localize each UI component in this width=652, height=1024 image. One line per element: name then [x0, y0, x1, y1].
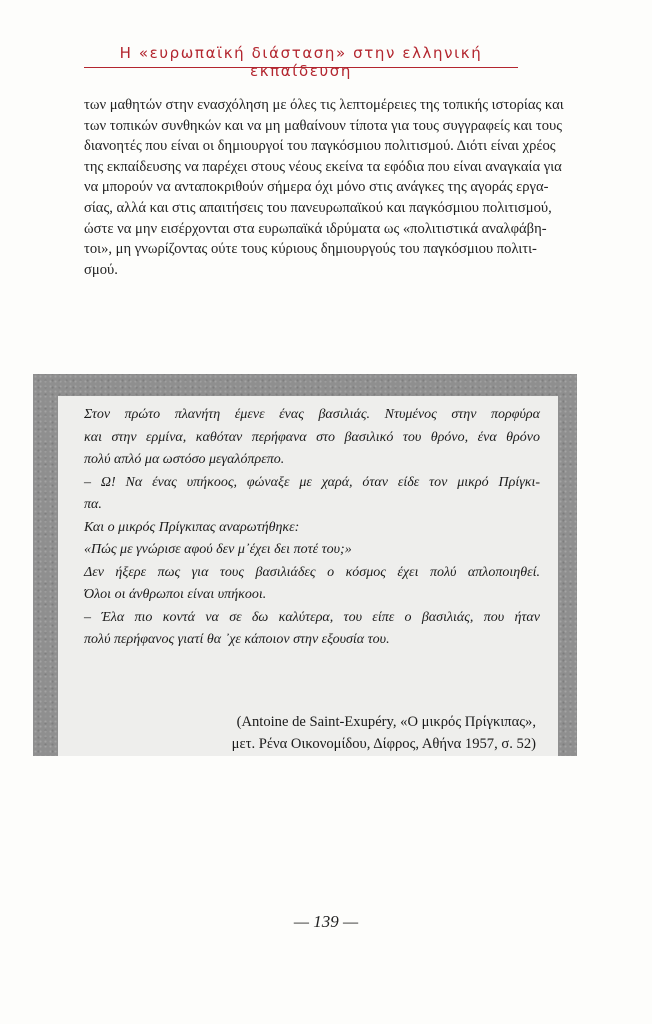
page-number: — 139 — [293, 912, 359, 931]
quote-line: πολύ περήφανος γιατί θα ᾽χε κάποιον στην εξουσία του. [84, 632, 390, 647]
body-line: να μπορούν να ανταποκριθούν σήμερα όχι μόνο στις ανάγκες της αγοράς εργα- [84, 179, 549, 196]
body-line: της εκπαίδευσης να παρέχει στους νέους εκείνα τα εφόδια που είναι αναγκαία για [84, 158, 562, 175]
quote-line: Στον πρώτο πλανήτη έμενε ένας βασιλιάς. Ντυμένος στην πορφύρα [84, 407, 540, 422]
body-line: σίας, αλλά και στις απαιτήσεις του πανευρωπαϊκού και παγκόσμιου πολιτισμού, [84, 199, 552, 216]
quote-line: και στην ερμίνα, καθόταν περήφανα στο βασιλικό του θρόνο, ένα θρόνο [84, 429, 540, 445]
quote-line: Και ο μικρός Πρίγκιπας αναρωτήθηκε: [84, 519, 300, 535]
quote-line: «Πώς με γνώρισε αφού δεν μ᾽έχει δει ποτέ του;» [84, 542, 352, 557]
quote-excerpt [84, 404, 540, 652]
running-head-title: Η «ευρωπαϊκή διάσταση» στην ελληνική εκπαίδευση [119, 44, 483, 80]
body-line: τοι», μη γνωρίζοντας ούτε τους κύριους δημιουργούς του παγκόσμιου πολιτι- [84, 241, 537, 258]
quote-line: πολύ απλό μα ωστόσο μεγαλόπρεπο. [84, 452, 285, 467]
quote-citation [84, 711, 536, 755]
citation-line: μετ. Ρένα Οικονομίδου, Δίφρος, Αθήνα 1957, σ. 52) [231, 736, 536, 752]
body-line: των τοπικών συνθηκών και να μη μαθαίνουν τίποτα για τους συγγραφείς και τους [84, 117, 563, 134]
quote-line: Δεν ήξερε πως για τους βασιλιάδες ο κόσμος έχει πολύ απλοποιηθεί. [84, 564, 540, 580]
quote-line: πα. [84, 497, 102, 512]
body-line: των μαθητών στην ενασχόληση με όλες τις λεπτομέρειες της τοπικής ιστορίας και [84, 97, 564, 113]
citation-line: (Antoine de Saint-Exupéry, «Ο μικρός Πρίγκιπας», [236, 714, 536, 730]
body-line: διανοητές που είναι οι δημιουργοί του παγκόσμιου πολιτισμού. Διότι είναι χρέος [84, 138, 556, 155]
quote-line: – Ω! Να ένας υπήκοος, φώναξε με χαρά, όταν είδε τον μικρό Πρίγκι- [84, 474, 540, 490]
quote-line: – Έλα πιο κοντά να σε δω καλύτερα, του είπε ο βασιλιάς, που ήταν [84, 609, 540, 625]
body-line: σμού. [84, 261, 118, 278]
running-head-rule [84, 67, 518, 68]
body-paragraph [84, 95, 564, 280]
quote-line: Όλοι οι άνθρωποι είναι υπήκοοι. [84, 587, 267, 602]
body-line: ώστε να μην εισέρχονται στα ευρωπαϊκά ιδρύματα ως «πολιτιστικά αναλφάβη- [84, 220, 547, 237]
